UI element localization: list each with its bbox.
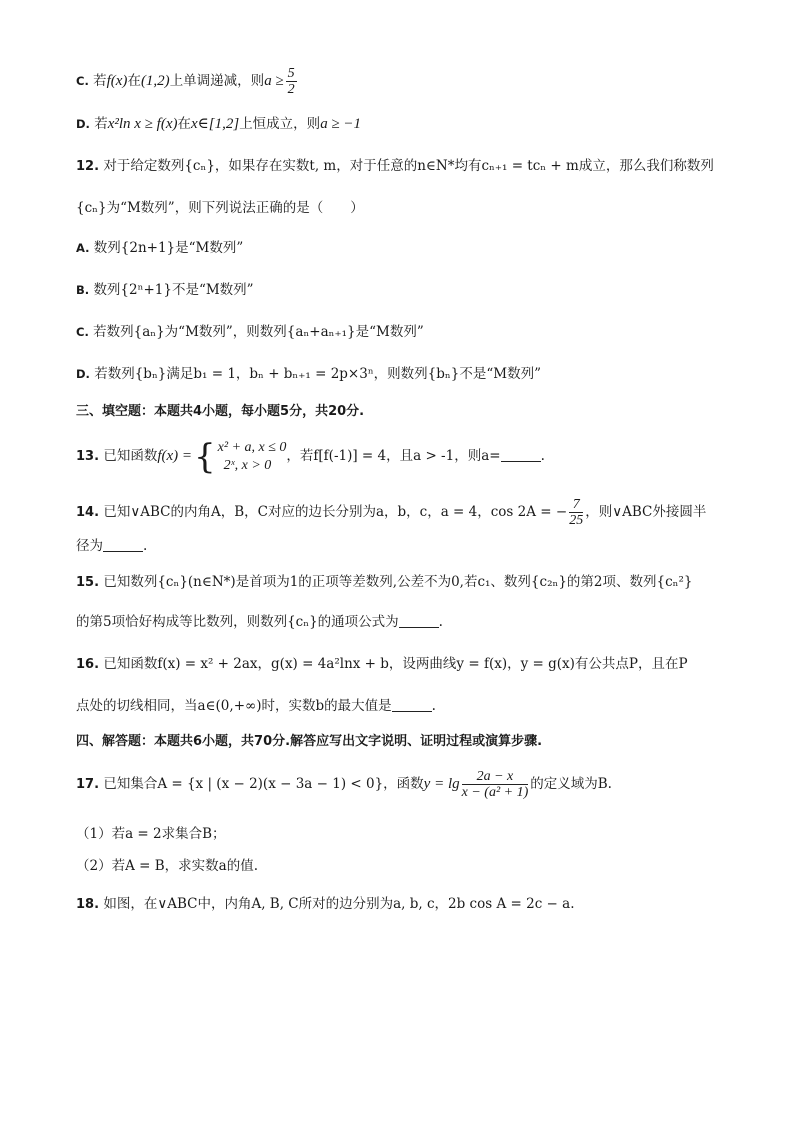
denominator: 25 [569,513,584,528]
q12-option-a [76,238,734,258]
math: f(x) = [157,448,193,464]
denominator: x − (a² + 1) [461,785,529,800]
q16-line1 [76,654,734,675]
math: x²ln x ≥ f(x) [107,116,178,132]
section-title-fill-in: 三、填空题：本题共4小题，每小题5分，共20分. [76,404,365,419]
text: ，若f[f(-1)] = 4，且a > -1，则a= [286,448,501,464]
text: . [143,538,148,554]
option-label: C. [76,74,89,88]
text: . [540,448,545,464]
text: 已知数列{cₙ}(n∈N*)是首项为1的正项等差数列,公差不为0,若c₁、数列{c₂ₙ}的第2项、数列{cₙ²} [103,574,693,590]
q14-line2 [76,536,734,556]
q11-option-c [76,66,734,97]
text: 若数列{bₙ}满足b₁ = 1，bₙ + bₙ₊₁ = 2p×3ⁿ，则数列{bₙ}不是“M数列” [94,366,541,382]
piecewise-cases [218,439,287,475]
q17-part1: （1）若a = 2求集合B； [76,826,226,842]
text: . [438,614,443,630]
text: 已知∨ABC的内角A，B，C对应的边长分别为a，b，c，a = 4，cos 2A = − [103,504,568,520]
text: 在 [177,116,191,132]
question-number: 12. [76,159,100,174]
q18 [76,894,734,915]
text: 的第5项恰好构成等比数列，则数列{cₙ}的通项公式为 [76,614,399,630]
math: a ≥ [264,73,284,89]
question-number: 13. [76,449,100,464]
text: 若数列{aₙ}为“M数列”，则数列{aₙ+aₙ₊₁}是“M数列” [93,324,424,340]
math: y = lg [423,776,460,792]
fraction [462,769,529,800]
math: (1,2) [140,73,170,89]
q12-stem-line1 [76,156,734,177]
section-title-answer: 四、解答题：本题共6小题，共70分.解答应写出文字说明、证明过程或演算步骤. [76,734,543,749]
text: 的定义域为B. [530,776,612,792]
numerator: 2a − x [462,769,529,785]
text: {cₙ}为“M数列”，则下列说法正确的是（ ） [76,200,364,216]
option-label: D. [76,117,90,131]
q12-option-d [76,364,734,384]
answer-blank [392,697,432,712]
text: 已知集合A = {x | (x − 2)(x − 3a − 1) < 0}，函数 [103,776,424,792]
q17 [76,764,734,804]
q12-option-c [76,322,734,342]
option-label: B. [76,283,90,297]
text: 如图，在∨ABC中，内角A, B, C所对的边分别为a, b, c，2b cos A = 2c − a. [103,896,575,912]
numerator: 7 [569,497,583,513]
text: 对于给定数列{cₙ}，如果存在实数t, m，对于任意的n∈N*均有cₙ₊₁ = tcₙ + m成立，那么我们称数列 [103,158,714,174]
text: 径为 [76,538,103,554]
math: a ≥ −1 [320,116,362,132]
question-number: 16. [76,657,100,672]
text: 上单调递减，则 [169,73,265,89]
q12-option-b [76,280,734,300]
math: f(x) [106,73,128,89]
q16-line2 [76,696,734,716]
q14-line1 [76,494,734,530]
case-1: x² + a, x ≤ 0 [217,439,287,455]
denominator: 2 [287,82,295,97]
text: 已知函数 [103,448,158,464]
text: 上恒成立，则 [239,116,321,132]
text: 数列{2n+1}是“M数列” [93,240,244,256]
q11-option-d [76,114,734,134]
question-number: 14. [76,505,100,520]
option-label: C. [76,325,89,339]
answer-blank [501,447,541,462]
question-number: 18. [76,897,100,912]
answer-blank [399,613,439,628]
text: . [431,698,436,714]
text: 若 [93,73,107,89]
fraction [569,497,583,528]
text: 若 [94,116,108,132]
q15-line2 [76,612,734,632]
q13 [76,434,734,478]
q15-line1 [76,572,734,593]
question-number: 15. [76,575,100,590]
text: 在 [127,73,141,89]
question-number: 17. [76,777,100,792]
text: 点处的切线相同，当a∈(0,+∞)时，实数b的最大值是 [76,698,392,714]
text: 已知函数f(x) = x² + 2ax，g(x) = 4a²lnx + b，设两曲线y = f(x)，y = g(x)有公共点P，且在P [103,656,688,672]
option-label: A. [76,241,90,255]
q17-part2: （2）若A = B，求实数a的值. [76,858,258,874]
math: x∈[1,2] [191,116,240,132]
answer-blank [103,537,143,552]
option-label: D. [76,367,90,381]
q12-stem-line2 [76,198,734,218]
text: ，则∨ABC外接圆半 [585,504,707,520]
fraction [286,66,297,97]
numerator: 5 [287,66,295,81]
left-brace: { [194,436,216,477]
text: 数列{2ⁿ+1}不是“M数列” [93,282,254,298]
case-2: 2ˣ, x > 0 [223,457,272,473]
